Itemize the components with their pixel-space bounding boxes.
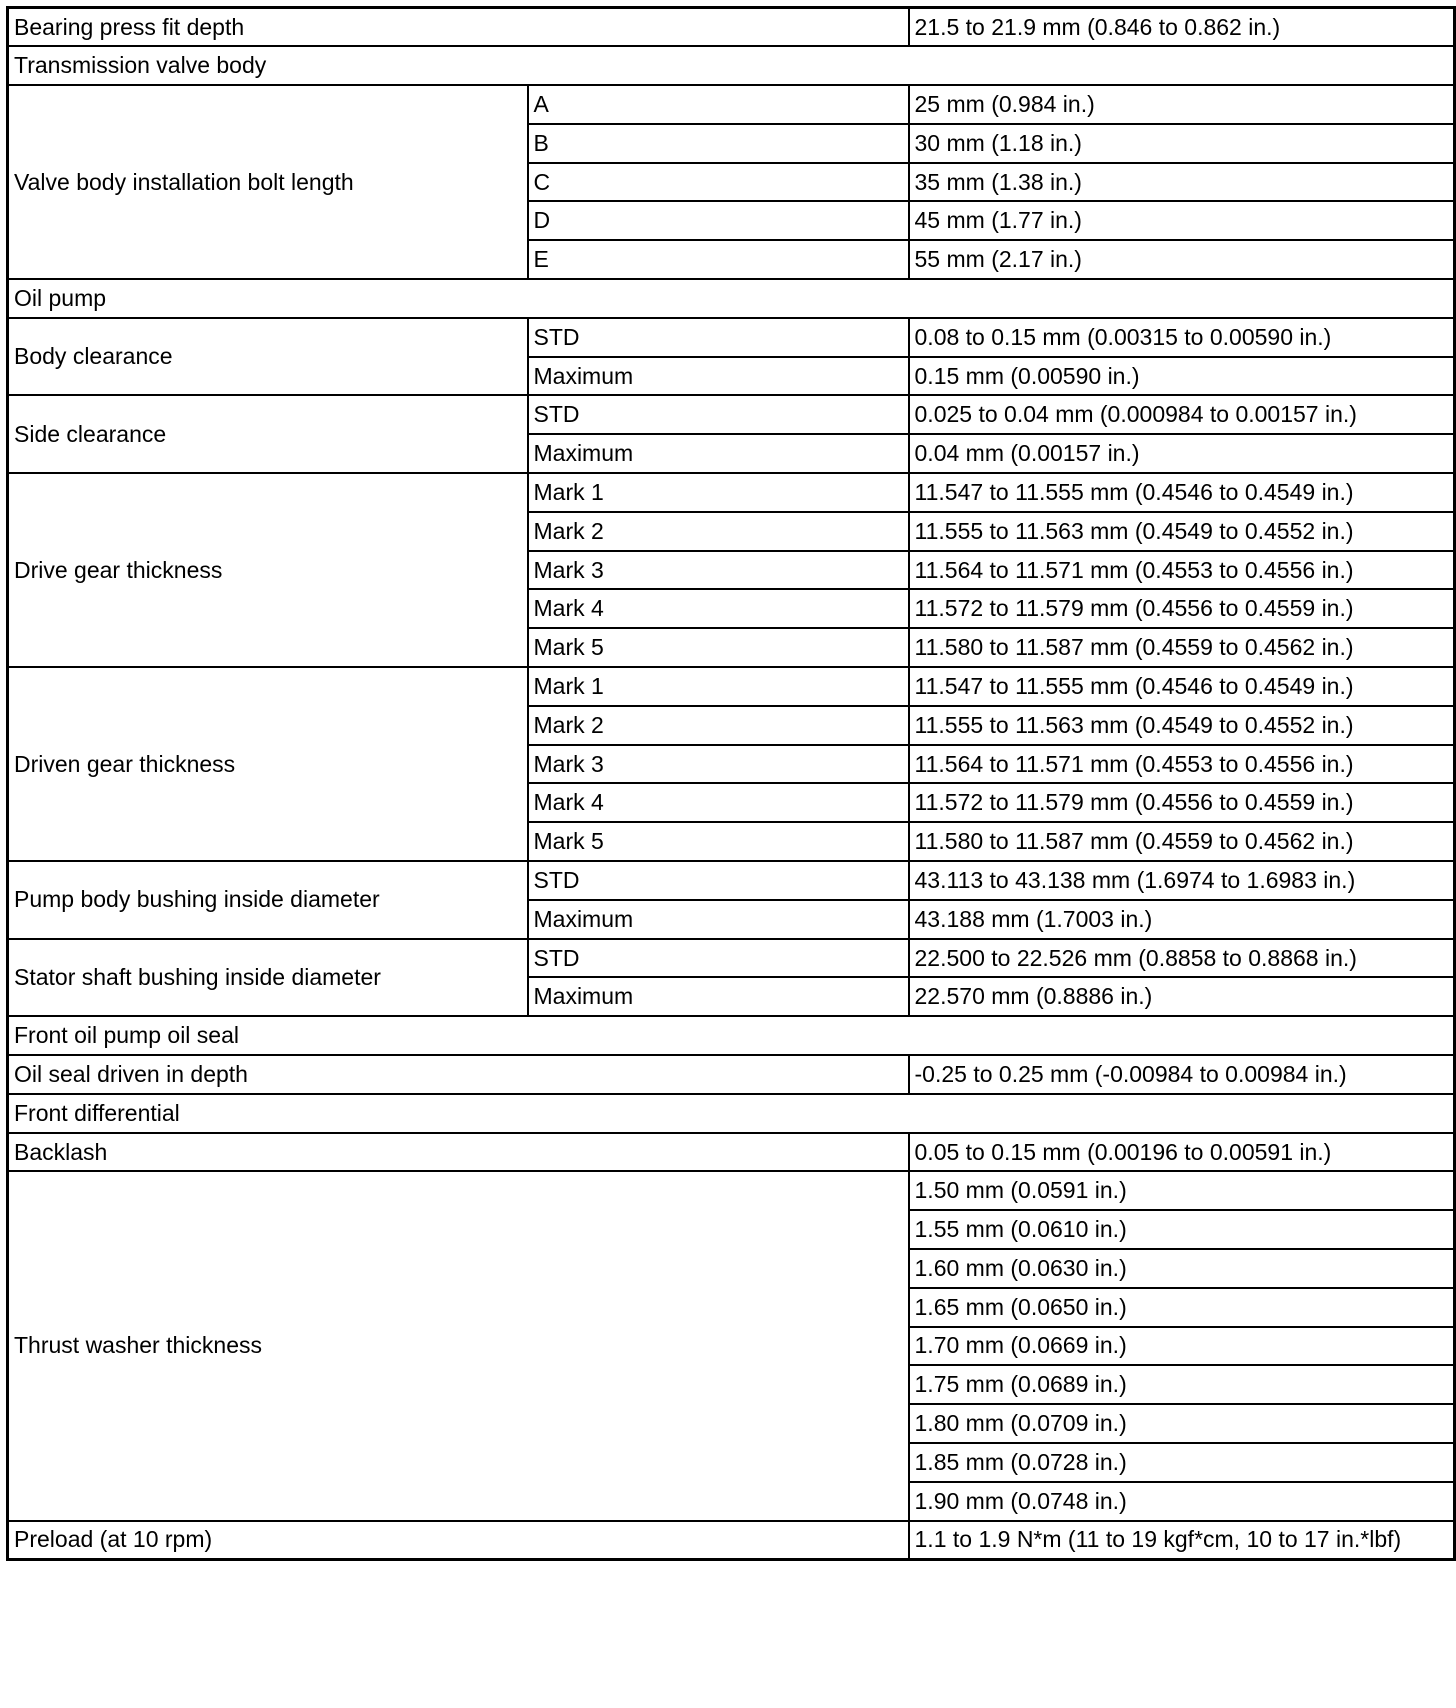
spec-name: Thrust washer thickness [8, 1171, 909, 1520]
spec-value: 11.564 to 11.571 mm (0.4553 to 0.4556 in.) [909, 745, 1455, 784]
spec-condition: Mark 1 [528, 473, 909, 512]
spec-value: 11.572 to 11.579 mm (0.4556 to 0.4559 in.) [909, 589, 1455, 628]
spec-name: Side clearance [8, 395, 528, 473]
spec-condition: B [528, 124, 909, 163]
spec-value: 11.564 to 11.571 mm (0.4553 to 0.4556 in.) [909, 551, 1455, 590]
spec-value: 30 mm (1.18 in.) [909, 124, 1455, 163]
spec-condition: C [528, 163, 909, 202]
spec-name: Pump body bushing inside diameter [8, 861, 528, 939]
spec-value: 1.75 mm (0.0689 in.) [909, 1365, 1455, 1404]
spec-value: 1.55 mm (0.0610 in.) [909, 1210, 1455, 1249]
table-row [8, 861, 1455, 900]
spec-value: 0.025 to 0.04 mm (0.000984 to 0.00157 in.) [909, 395, 1455, 434]
spec-condition: Mark 5 [528, 822, 909, 861]
spec-condition: Mark 4 [528, 783, 909, 822]
spec-name: Preload (at 10 rpm) [8, 1521, 909, 1560]
spec-value: 45 mm (1.77 in.) [909, 201, 1455, 240]
spec-condition: Mark 4 [528, 589, 909, 628]
spec-value: 0.08 to 0.15 mm (0.00315 to 0.00590 in.) [909, 318, 1455, 357]
spec-value: 1.1 to 1.9 N*m (11 to 19 kgf*cm, 10 to 17 in.*lbf) [909, 1521, 1455, 1560]
spec-value: 1.65 mm (0.0650 in.) [909, 1288, 1455, 1327]
spec-condition: Mark 2 [528, 706, 909, 745]
spec-value: 22.500 to 22.526 mm (0.8858 to 0.8868 in.) [909, 939, 1455, 978]
spec-value: 1.80 mm (0.0709 in.) [909, 1404, 1455, 1443]
spec-value: 11.580 to 11.587 mm (0.4559 to 0.4562 in.) [909, 628, 1455, 667]
spec-condition: STD [528, 861, 909, 900]
section-heading: Oil pump [8, 279, 1455, 318]
section-row [8, 279, 1455, 318]
spec-name: Bearing press fit depth [8, 8, 909, 47]
spec-condition: Maximum [528, 977, 909, 1016]
spec-condition: STD [528, 939, 909, 978]
spec-condition: Mark 3 [528, 551, 909, 590]
spec-name: Drive gear thickness [8, 473, 528, 667]
spec-value: 22.570 mm (0.8886 in.) [909, 977, 1455, 1016]
spec-condition: Mark 3 [528, 745, 909, 784]
spec-value: 1.60 mm (0.0630 in.) [909, 1249, 1455, 1288]
spec-value: 0.15 mm (0.00590 in.) [909, 357, 1455, 396]
table-row [8, 939, 1455, 978]
table-row [8, 85, 1455, 124]
section-heading: Front oil pump oil seal [8, 1016, 1455, 1055]
spec-value: 1.50 mm (0.0591 in.) [909, 1171, 1455, 1210]
spec-value: 1.90 mm (0.0748 in.) [909, 1482, 1455, 1521]
specification-table [6, 6, 1456, 1561]
spec-condition: Mark 1 [528, 667, 909, 706]
section-row [8, 1016, 1455, 1055]
spec-condition: STD [528, 318, 909, 357]
spec-value: 21.5 to 21.9 mm (0.846 to 0.862 in.) [909, 8, 1455, 47]
spec-condition: D [528, 201, 909, 240]
section-row [8, 1094, 1455, 1133]
spec-condition: Maximum [528, 357, 909, 396]
table-row [8, 1171, 1455, 1210]
table-row [8, 1521, 1455, 1560]
spec-value: 11.547 to 11.555 mm (0.4546 to 0.4549 in.) [909, 667, 1455, 706]
spec-condition: Mark 5 [528, 628, 909, 667]
spec-value: 11.555 to 11.563 mm (0.4549 to 0.4552 in.) [909, 706, 1455, 745]
table-row [8, 667, 1455, 706]
spec-condition: A [528, 85, 909, 124]
spec-condition: Mark 2 [528, 512, 909, 551]
spec-condition: Maximum [528, 900, 909, 939]
spec-name: Oil seal driven in depth [8, 1055, 909, 1094]
section-row [8, 46, 1455, 85]
spec-value: -0.25 to 0.25 mm (-0.00984 to 0.00984 in.) [909, 1055, 1455, 1094]
spec-value: 35 mm (1.38 in.) [909, 163, 1455, 202]
spec-value: 11.580 to 11.587 mm (0.4559 to 0.4562 in.) [909, 822, 1455, 861]
section-heading: Front differential [8, 1094, 1455, 1133]
spec-name: Driven gear thickness [8, 667, 528, 861]
spec-value: 11.572 to 11.579 mm (0.4556 to 0.4559 in.) [909, 783, 1455, 822]
table-row [8, 473, 1455, 512]
spec-value: 0.04 mm (0.00157 in.) [909, 434, 1455, 473]
table-row [8, 8, 1455, 47]
spec-value: 43.113 to 43.138 mm (1.6974 to 1.6983 in.) [909, 861, 1455, 900]
spec-condition: Maximum [528, 434, 909, 473]
spec-condition: STD [528, 395, 909, 434]
spec-value: 55 mm (2.17 in.) [909, 240, 1455, 279]
spec-value: 0.05 to 0.15 mm (0.00196 to 0.00591 in.) [909, 1133, 1455, 1172]
table-row [8, 1055, 1455, 1094]
spec-value: 1.85 mm (0.0728 in.) [909, 1443, 1455, 1482]
spec-name: Stator shaft bushing inside diameter [8, 939, 528, 1017]
spec-condition: E [528, 240, 909, 279]
spec-value: 11.555 to 11.563 mm (0.4549 to 0.4552 in.) [909, 512, 1455, 551]
spec-value: 25 mm (0.984 in.) [909, 85, 1455, 124]
section-heading: Transmission valve body [8, 46, 1455, 85]
spec-name: Backlash [8, 1133, 909, 1172]
spec-value: 1.70 mm (0.0669 in.) [909, 1327, 1455, 1366]
table-row [8, 1133, 1455, 1172]
table-row [8, 318, 1455, 357]
spec-value: 43.188 mm (1.7003 in.) [909, 900, 1455, 939]
spec-value: 11.547 to 11.555 mm (0.4546 to 0.4549 in.) [909, 473, 1455, 512]
spec-name: Body clearance [8, 318, 528, 396]
spec-name: Valve body installation bolt length [8, 85, 528, 279]
table-row [8, 395, 1455, 434]
